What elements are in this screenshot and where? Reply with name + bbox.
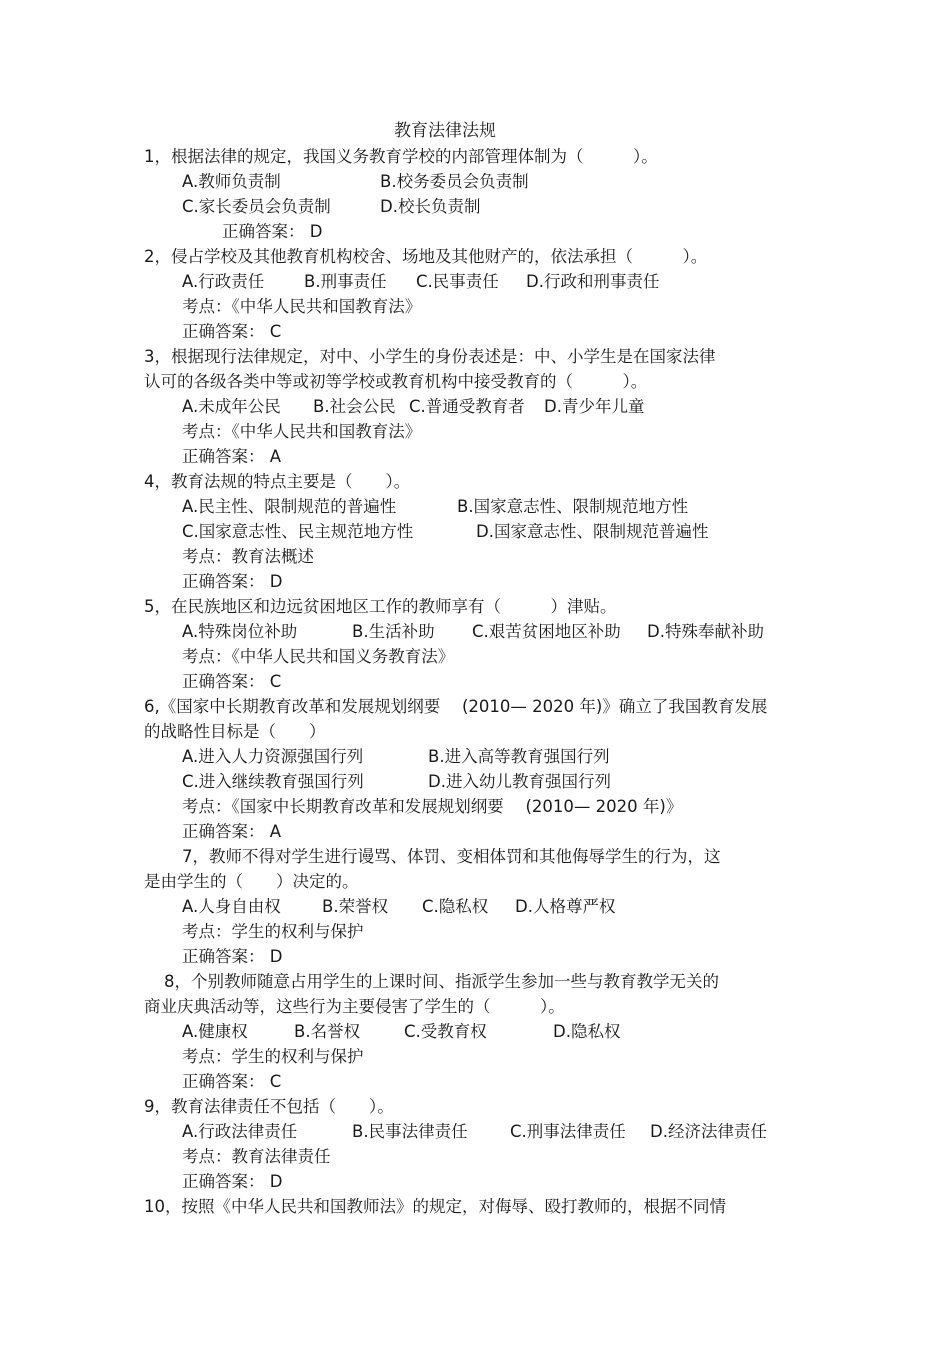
option-row: [144, 494, 804, 519]
option-c: C.国家意志性、民主规范地方性: [182, 522, 414, 541]
answer: 正确答案： C: [182, 322, 282, 341]
answer: 正确答案： D: [182, 572, 283, 591]
question-text: 2，侵占学校及其他教育机构校舍、场地及其他财产的，依法承担（ ）。: [144, 247, 708, 266]
option-c: C.隐私权: [422, 897, 489, 916]
option-d: D.国家意志性、限制规范普遍性: [476, 522, 709, 541]
question-10: [144, 1194, 804, 1219]
option-d: D.行政和刑事责任: [526, 272, 660, 291]
option-row: [144, 519, 804, 544]
option-row: [144, 619, 804, 644]
question-text: 商业庆典活动等，这些行为主要侵害了学生的（ ）。: [144, 997, 565, 1016]
question-text: 1，根据法律的规定，我国义务教育学校的内部管理体制为（ ）。: [144, 147, 658, 166]
option-row: [144, 169, 804, 194]
kaodian: 考点：学生的权利与保护: [182, 922, 364, 941]
option-row: [144, 894, 804, 919]
option-a: A.人身自由权: [182, 897, 281, 916]
question-text: 6,《国家中长期教育改革和发展规划纲要 (2010— 2020 年)》确立了我国教育发展: [144, 697, 768, 716]
question-text: 是由学生的（ ）决定的。: [144, 872, 359, 891]
option-b: B.国家意志性、限制规范地方性: [457, 497, 689, 516]
option-a: A.行政责任: [182, 272, 265, 291]
option-row: [144, 744, 804, 769]
option-d: D.经济法律责任: [650, 1122, 767, 1141]
option-d: D.特殊奉献补助: [647, 622, 764, 641]
option-c: C.受教育权: [404, 1022, 487, 1041]
option-c: C.进入继续教育强国行列: [182, 772, 364, 791]
option-d: D.隐私权: [553, 1022, 621, 1041]
option-b: B.刑事责任: [304, 272, 387, 291]
document-title: 教育法律法规: [394, 121, 496, 141]
question-text: 10，按照《中华人民共和国教师法》的规定，对侮辱、殴打教师的，根据不同情: [144, 1197, 726, 1216]
kaodian: 考点：教育法概述: [182, 547, 314, 566]
option-b: B.进入高等教育强国行列: [428, 747, 610, 766]
option-b: B.校务委员会负责制: [380, 172, 529, 191]
option-d: D.青少年儿童: [544, 397, 645, 416]
option-b: B.荣誉权: [322, 897, 389, 916]
question-4: [144, 469, 804, 594]
question-text: 8，个别教师随意占用学生的上课时间、指派学生参加一些与教育教学无关的: [164, 972, 719, 991]
question-text: 3，根据现行法律规定，对中、小学生的身份表述是：中、小学生是在国家法律: [144, 347, 716, 366]
option-row: [144, 194, 804, 219]
question-7: [144, 844, 804, 969]
option-d: D.人格尊严权: [515, 897, 616, 916]
kaodian: 考点：《中华人民共和国教育法》: [182, 422, 422, 441]
option-a: A.特殊岗位补助: [182, 622, 298, 641]
answer: 正确答案： C: [182, 1072, 282, 1091]
question-text: 的战略性目标是（ ）: [144, 722, 326, 741]
question-3: [144, 344, 804, 469]
option-b: B.社会公民: [313, 397, 396, 416]
answer: 正确答案： A: [182, 822, 282, 841]
kaodian: 考点：学生的权利与保护: [182, 1047, 364, 1066]
question-text: 认可的各级各类中等或初等学校或教育机构中接受教育的（ ）。: [144, 372, 648, 391]
option-c: C.普通受教育者: [409, 397, 525, 416]
answer: 正确答案： C: [182, 672, 282, 691]
option-d: D.校长负责制: [380, 197, 481, 216]
option-row: [144, 769, 804, 794]
answer: 正确答案： D: [182, 1172, 283, 1191]
option-a: A.健康权: [182, 1022, 248, 1041]
option-a: A.未成年公民: [182, 397, 281, 416]
question-text: 9，教育法律责任不包括（ ）。: [144, 1097, 394, 1116]
question-9: [144, 1094, 804, 1194]
kaodian: 考点：《国家中长期教育改革和发展规划纲要 (2010— 2020 年)》: [182, 797, 683, 816]
option-c: C.艰苦贫困地区补助: [472, 622, 621, 641]
option-a: A.民主性、限制规范的普遍性: [182, 497, 397, 516]
option-row: [144, 1019, 804, 1044]
answer: 正确答案： A: [182, 447, 282, 466]
question-6: [144, 694, 804, 844]
option-a: A.教师负责制: [182, 172, 281, 191]
question-2: [144, 244, 804, 344]
question-list: [144, 144, 804, 1219]
answer: 正确答案： D: [182, 947, 283, 966]
question-text: 7，教师不得对学生进行谩骂、体罚、变相体罚和其他侮辱学生的行为，这: [182, 847, 721, 866]
question-text: 4，教育法规的特点主要是（ ）。: [144, 472, 411, 491]
question-1: [144, 144, 804, 244]
option-a: A.进入人力资源强国行列: [182, 747, 364, 766]
option-row: [144, 1119, 804, 1144]
option-a: A.行政法律责任: [182, 1122, 298, 1141]
option-b: B.生活补助: [352, 622, 435, 641]
option-c: C.民事责任: [416, 272, 499, 291]
kaodian: 考点：《中华人民共和国义务教育法》: [182, 647, 455, 666]
option-b: B.民事法律责任: [352, 1122, 468, 1141]
kaodian: 考点：教育法律责任: [182, 1147, 331, 1166]
option-row: [144, 394, 804, 419]
option-b: B.名誉权: [294, 1022, 361, 1041]
answer: 正确答案： D: [222, 222, 323, 241]
option-c: C.家长委员会负责制: [182, 197, 331, 216]
option-d: D.进入幼儿教育强国行列: [428, 772, 611, 791]
question-text: 5，在民族地区和边远贫困地区工作的教师享有（ ）津贴。: [144, 597, 617, 616]
option-row: [144, 269, 804, 294]
question-5: [144, 594, 804, 694]
option-c: C.刑事法律责任: [510, 1122, 626, 1141]
question-8: [144, 969, 804, 1094]
kaodian: 考点：《中华人民共和国教育法》: [182, 297, 422, 316]
